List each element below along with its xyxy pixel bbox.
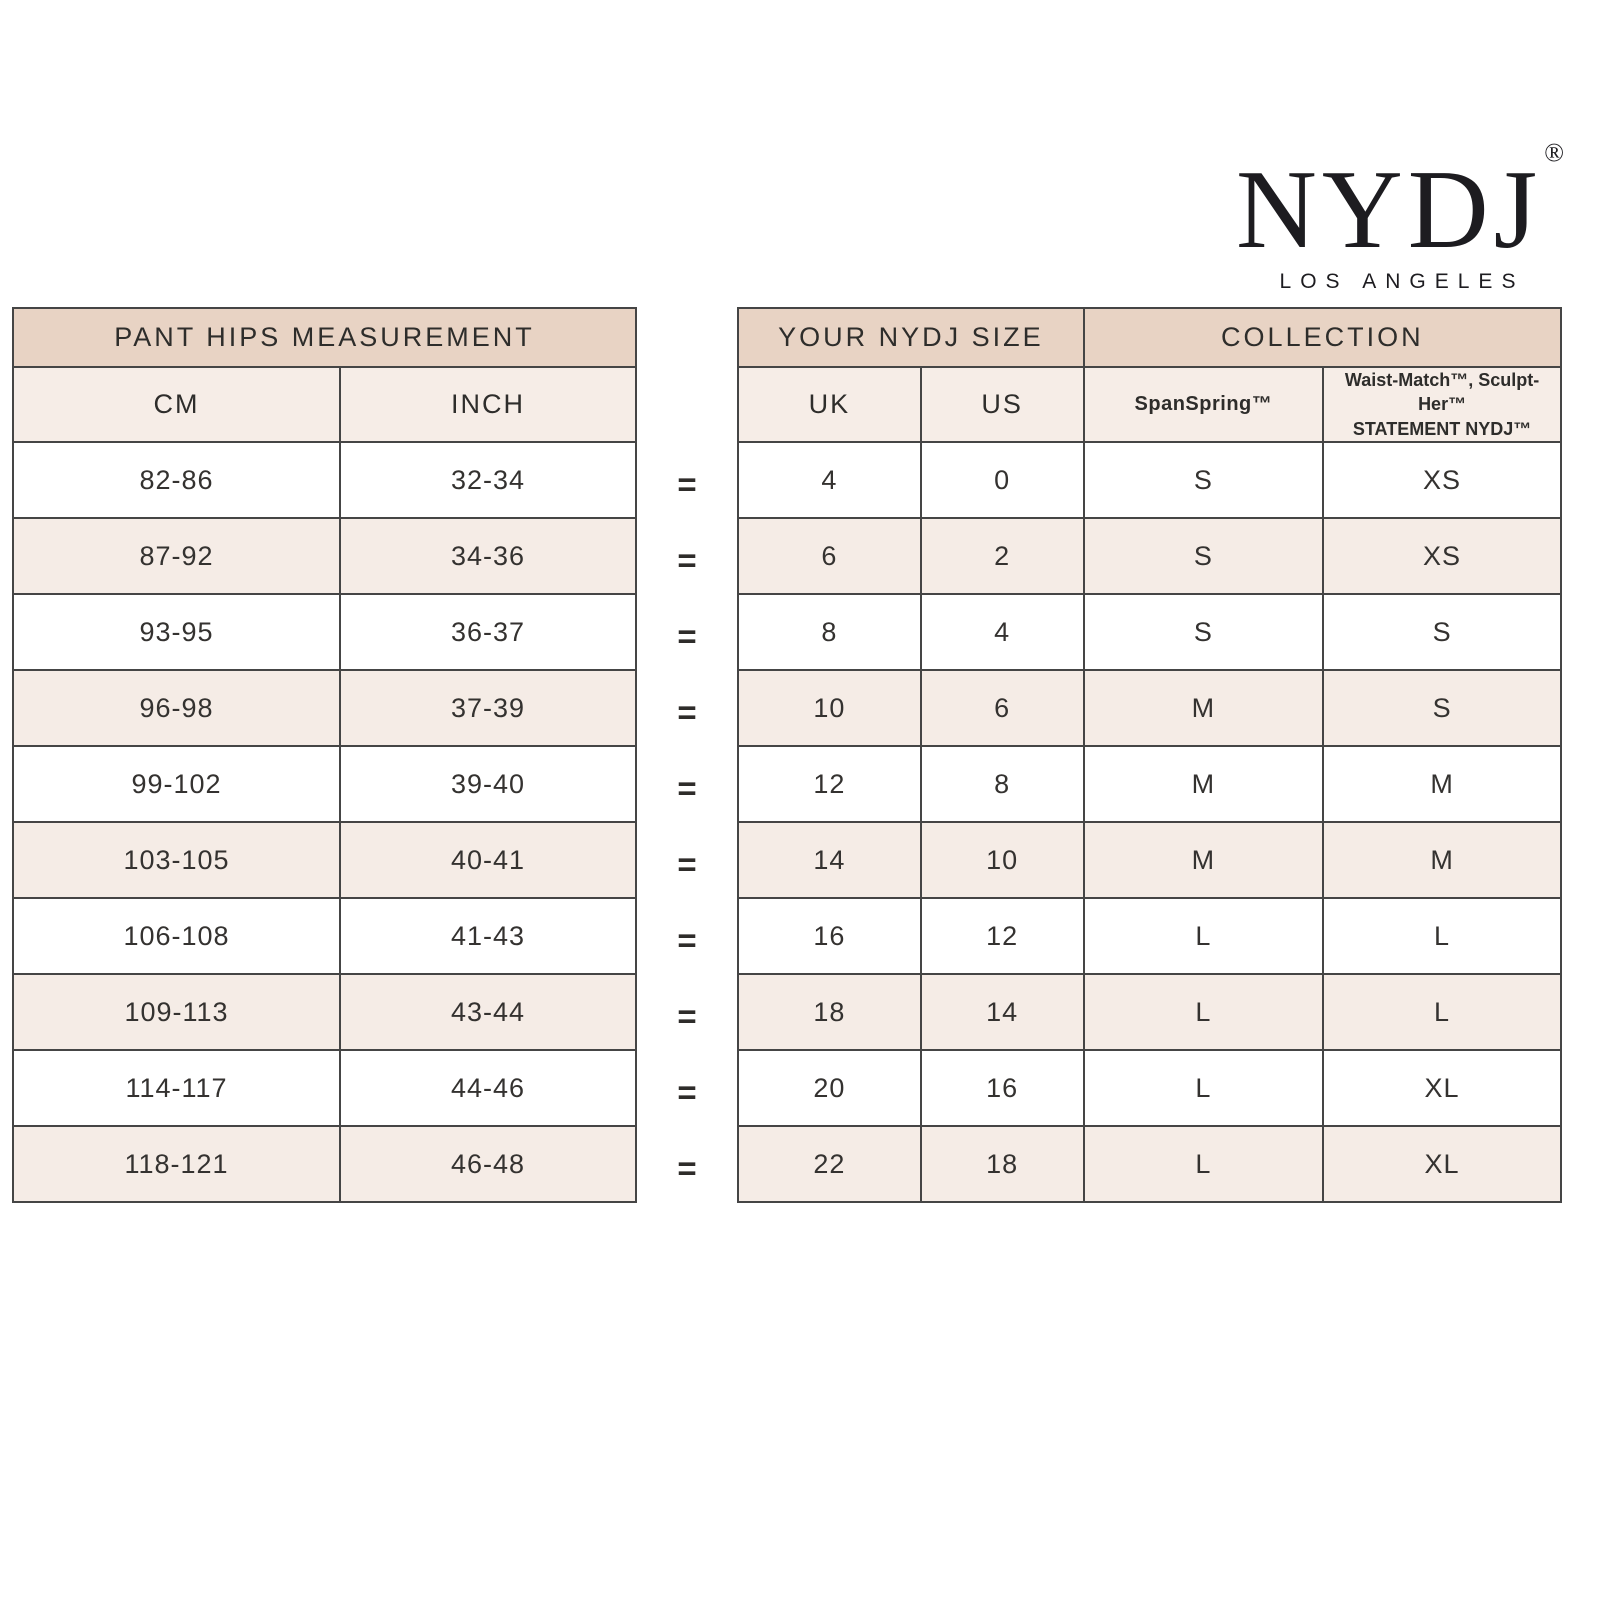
pant-hips-row	[13, 974, 636, 1050]
equals-sign: =	[677, 1074, 697, 1111]
pant-hips-row	[13, 1126, 636, 1202]
brand-wordmark	[1225, 138, 1575, 272]
collection-column-header	[1323, 367, 1561, 442]
uk-size: 10	[738, 670, 921, 746]
inch-value: 36-37	[340, 594, 636, 670]
inch-value: 41-43	[340, 898, 636, 974]
pant-hips-header-row	[13, 367, 636, 442]
pant-hips-row	[13, 898, 636, 974]
spanspring-size: L	[1084, 1126, 1323, 1202]
your-nydj-size-title: YOUR NYDJ SIZE	[738, 308, 1084, 367]
uk-size: 12	[738, 746, 921, 822]
collection-size: L	[1323, 898, 1561, 974]
size-title-row	[738, 308, 1561, 367]
uk-size: 20	[738, 1050, 921, 1126]
equals-column	[637, 307, 737, 1207]
pant-hips-row	[13, 442, 636, 518]
us-size: 16	[921, 1050, 1084, 1126]
us-size: 0	[921, 442, 1084, 518]
equals-sign: =	[677, 618, 697, 655]
size-row	[738, 442, 1561, 518]
equals-sign: =	[677, 846, 697, 883]
cm-value: 109-113	[13, 974, 340, 1050]
us-size: 14	[921, 974, 1084, 1050]
us-size: 8	[921, 746, 1084, 822]
size-row	[738, 974, 1561, 1050]
uk-size: 14	[738, 822, 921, 898]
inch-value: 34-36	[340, 518, 636, 594]
brand-name: NYDJ	[1236, 148, 1543, 272]
pant-hips-row	[13, 594, 636, 670]
registered-trademark-symbol: ®	[1544, 138, 1564, 167]
nydj-size-table	[737, 307, 1562, 1203]
collection-size: XL	[1323, 1126, 1561, 1202]
equals-sign: =	[677, 542, 697, 579]
uk-size: 18	[738, 974, 921, 1050]
us-size: 6	[921, 670, 1084, 746]
size-row	[738, 518, 1561, 594]
inch-value: 43-44	[340, 974, 636, 1050]
equals-sign: =	[677, 998, 697, 1035]
pant-hips-title-row	[13, 308, 636, 367]
us-size: 12	[921, 898, 1084, 974]
cm-column-header: CM	[13, 367, 340, 442]
inch-value: 46-48	[340, 1126, 636, 1202]
spanspring-size: L	[1084, 898, 1323, 974]
uk-column-header: UK	[738, 367, 921, 442]
pant-hips-row	[13, 518, 636, 594]
spanspring-size: S	[1084, 442, 1323, 518]
uk-size: 6	[738, 518, 921, 594]
size-header-row	[738, 367, 1561, 442]
size-row	[738, 1050, 1561, 1126]
collection-header-line2: STATEMENT NYDJ™	[1352, 418, 1532, 439]
pant-hips-row	[13, 1050, 636, 1126]
cm-value: 106-108	[13, 898, 340, 974]
cm-value: 82-86	[13, 442, 340, 518]
size-chart	[12, 307, 1562, 1207]
equals-sign: =	[677, 466, 697, 503]
us-size: 4	[921, 594, 1084, 670]
spanspring-column-header: SpanSpring™	[1084, 367, 1323, 442]
pant-hips-row	[13, 822, 636, 898]
spanspring-size: L	[1084, 974, 1323, 1050]
equals-sign: =	[677, 922, 697, 959]
spanspring-size: S	[1084, 594, 1323, 670]
pant-hips-row	[13, 670, 636, 746]
equals-sign: =	[677, 1150, 697, 1187]
size-row	[738, 1126, 1561, 1202]
collection-header-line1: Waist-Match™, Sculpt-Her™	[1344, 370, 1540, 415]
pant-hips-row	[13, 746, 636, 822]
inch-value: 32-34	[340, 442, 636, 518]
inch-value: 37-39	[340, 670, 636, 746]
collection-size: M	[1323, 822, 1561, 898]
uk-size: 16	[738, 898, 921, 974]
spanspring-size: S	[1084, 518, 1323, 594]
uk-size: 4	[738, 442, 921, 518]
size-row	[738, 746, 1561, 822]
cm-value: 103-105	[13, 822, 340, 898]
cm-value: 114-117	[13, 1050, 340, 1126]
nydj-logo	[1225, 140, 1575, 294]
cm-value: 99-102	[13, 746, 340, 822]
uk-size: 8	[738, 594, 921, 670]
us-size: 10	[921, 822, 1084, 898]
size-row	[738, 670, 1561, 746]
collection-size: L	[1323, 974, 1561, 1050]
spanspring-size: M	[1084, 746, 1323, 822]
inch-value: 44-46	[340, 1050, 636, 1126]
cm-value: 118-121	[13, 1126, 340, 1202]
collection-size: XL	[1323, 1050, 1561, 1126]
pant-hips-table	[12, 307, 637, 1203]
inch-value: 40-41	[340, 822, 636, 898]
collection-size: S	[1323, 670, 1561, 746]
size-row	[738, 822, 1561, 898]
cm-value: 96-98	[13, 670, 340, 746]
cm-value: 87-92	[13, 518, 340, 594]
inch-column-header: INCH	[340, 367, 636, 442]
us-column-header: US	[921, 367, 1084, 442]
us-size: 18	[921, 1126, 1084, 1202]
size-row	[738, 898, 1561, 974]
collection-size: XS	[1323, 518, 1561, 594]
uk-size: 22	[738, 1126, 921, 1202]
brand-city: LOS ANGELES	[1279, 270, 1525, 293]
us-size: 2	[921, 518, 1084, 594]
collection-size: M	[1323, 746, 1561, 822]
inch-value: 39-40	[340, 746, 636, 822]
spanspring-size: M	[1084, 822, 1323, 898]
collection-size: XS	[1323, 442, 1561, 518]
spanspring-size: L	[1084, 1050, 1323, 1126]
spanspring-size: M	[1084, 670, 1323, 746]
cm-value: 93-95	[13, 594, 340, 670]
equals-sign: =	[677, 694, 697, 731]
pant-hips-title: PANT HIPS MEASUREMENT	[13, 308, 636, 367]
collection-size: S	[1323, 594, 1561, 670]
size-row	[738, 594, 1561, 670]
equals-sign: =	[677, 770, 697, 807]
collection-title: COLLECTION	[1084, 308, 1561, 367]
